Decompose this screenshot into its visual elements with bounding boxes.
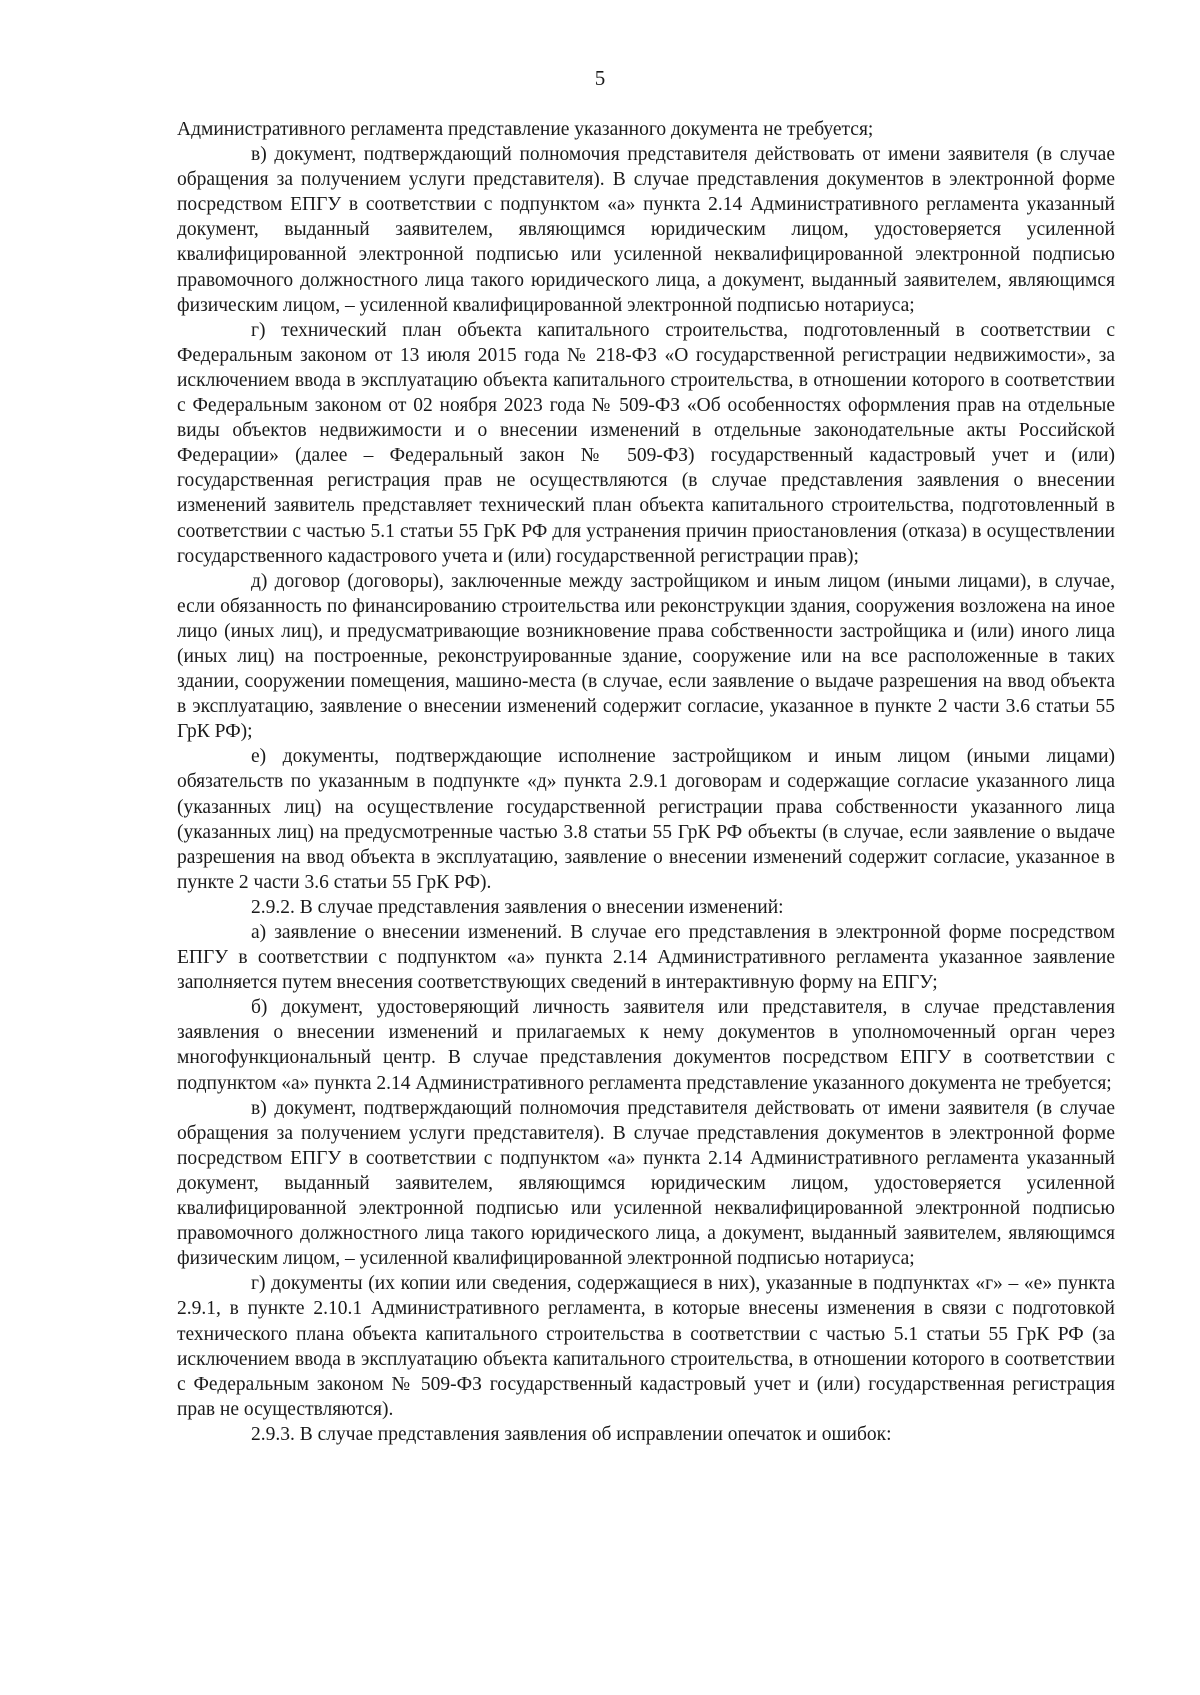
paragraph-continuation: Административного регламента представление указанного документа не требуется; xyxy=(177,119,874,140)
page-number: 5 xyxy=(594,66,606,90)
paragraph-item-b-identity-document: б) документ, удостоверяющий личность заявителя или представителя, в случае представления заявления о внесении изменений и прилагаемых к нему документов в уполномоченный орган через многофункциональный центр. В случае представления документов посредством ЕПГУ в соответствии с подпунктом «а» пункта 2.14 Административного регламента представление указанного документа не требуется; xyxy=(177,997,1115,1094)
paragraph-item-g-technical-plan: г) технический план объекта капитального строительства, подготовленный в соответствии с Федеральным законом от 13 июля 2015 года № 218-ФЗ «О государственной регистрации недвижимости», за исключением ввода в эксплуатацию объекта капитального строительства, в отношении которого в соответствии с Федеральным законом от 02 ноября 2023 года № 509-ФЗ «Об особенностях оформления прав на отдельные виды объектов недвижимости и о внесении изменений в отдельные законодательные акты Российской Федерации» (далее – Федеральный закон № 509-ФЗ) государственный кадастровый учет и (или) государственная регистрация прав не осуществляются (в случае представления заявления о внесении изменений заявитель представляет технический план объекта капитального строительства, подготовленный в соответствии с частью 5.1 статьи 55 ГрК РФ для устранения причин приостановления (отказа) в осуществлении государственного кадастрового учета и (или) государственной регистрации прав); xyxy=(177,319,1115,567)
paragraph-item-v-representative-authority-2: в) документ, подтверждающий полномочия представителя действовать от имени заявителя (в случае обращения за получением услуги представителя). В случае представления документов в электронной форме посредством ЕПГУ в соответствии с подпунктом «а» пункта 2.14 Административного регламента указанный документ, выданный заявителем, являющимся юридическим лицом, удостоверяется усиленной квалифицированной электронной подписью или усиленной неквалифицированной электронной подписью правомочного должностного лица такого юридического лица, а документ, выданный заявителем, являющимся физическим лицом, – усиленной квалифицированной электронной подписью нотариуса; xyxy=(177,1097,1115,1270)
paragraph-section-2-9-3: 2.9.3. В случае представления заявления об исправлении опечаток и ошибок: xyxy=(251,1423,892,1445)
paragraph-section-2-9-2: 2.9.2. В случае представления заявления о внесении изменений: xyxy=(251,896,784,918)
paragraph-item-e-fulfillment-documents: е) документы, подтверждающие исполнение застройщиком и иным лицом (иными лицами) обязательств по указанным в подпункте «д» пункта 2.9.1 договорам и содержащие согласие указанного лица (указанных лиц) на осуществление государственной регистрации права собственности указанного лица (указанных лиц) на предусмотренные частью 3.8 статьи 55 ГрК РФ объекты (в случае, если заявление о выдаче разрешения на ввод объекта в эксплуатацию, заявление о внесении изменений содержит согласие, указанное в пункте 2 части 3.6 статьи 55 ГрК РФ). xyxy=(177,746,1115,893)
paragraph-item-a-change-application: а) заявление о внесении изменений. В случае его представления в электронной форме посредством ЕПГУ в соответствии с подпунктом «а» пункта 2.14 Административного регламента указанное заявление заполняется путем внесения соответствующих сведений в интерактивную форму на ЕПГУ; xyxy=(177,922,1115,994)
paragraph-item-g-amended-documents: г) документы (их копии или сведения, содержащиеся в них), указанные в подпунктах «г» – «е» пункта 2.9.1, в пункте 2.10.1 Административного регламента, в которые внесены изменения в связи с подготовкой технического плана объекта капитального строительства в соответствии с частью 5.1 статьи 55 ГрК РФ (за исключением ввода в эксплуатацию объекта капитального строительства, в отношении которого в соответствии с Федеральным законом № 509-ФЗ государственный кадастровый учет и (или) государственная регистрация прав не осуществляются). xyxy=(177,1273,1115,1420)
paragraph-item-d-contracts: д) договор (договоры), заключенные между застройщиком и иным лицом (иными лицами), в случае, если обязанность по финансированию строительства или реконструкции здания, сооружения возложена на иное лицо (иных лиц), и предусматривающие возникновение права собственности застройщика и (или) иного лица (иных лиц) на построенные, реконструированные здание, сооружение или на все расположенные в таких здании, сооружении помещения, машино-места (в случае, если заявление о выдаче разрешения на ввод объекта в эксплуатацию, заявление о внесении изменений содержит согласие, указанное в пункте 2 части 3.6 статьи 55 ГрК РФ); xyxy=(177,570,1115,743)
paragraph-item-v-representative-authority: в) документ, подтверждающий полномочия представителя действовать от имени заявителя (в случае обращения за получением услуги представителя). В случае представления документов в электронной форме посредством ЕПГУ в соответствии с подпунктом «а» пункта 2.14 Административного регламента указанный документ, выданный заявителем, являющимся юридическим лицом, удостоверяется усиленной квалифицированной электронной подписью или усиленной неквалифицированной электронной подписью правомочного должностного лица такого юридического лица, а документ, выданный заявителем, являющимся физическим лицом, – усиленной квалифицированной электронной подписью нотариуса; xyxy=(177,144,1115,316)
document-body xyxy=(177,117,1115,1447)
